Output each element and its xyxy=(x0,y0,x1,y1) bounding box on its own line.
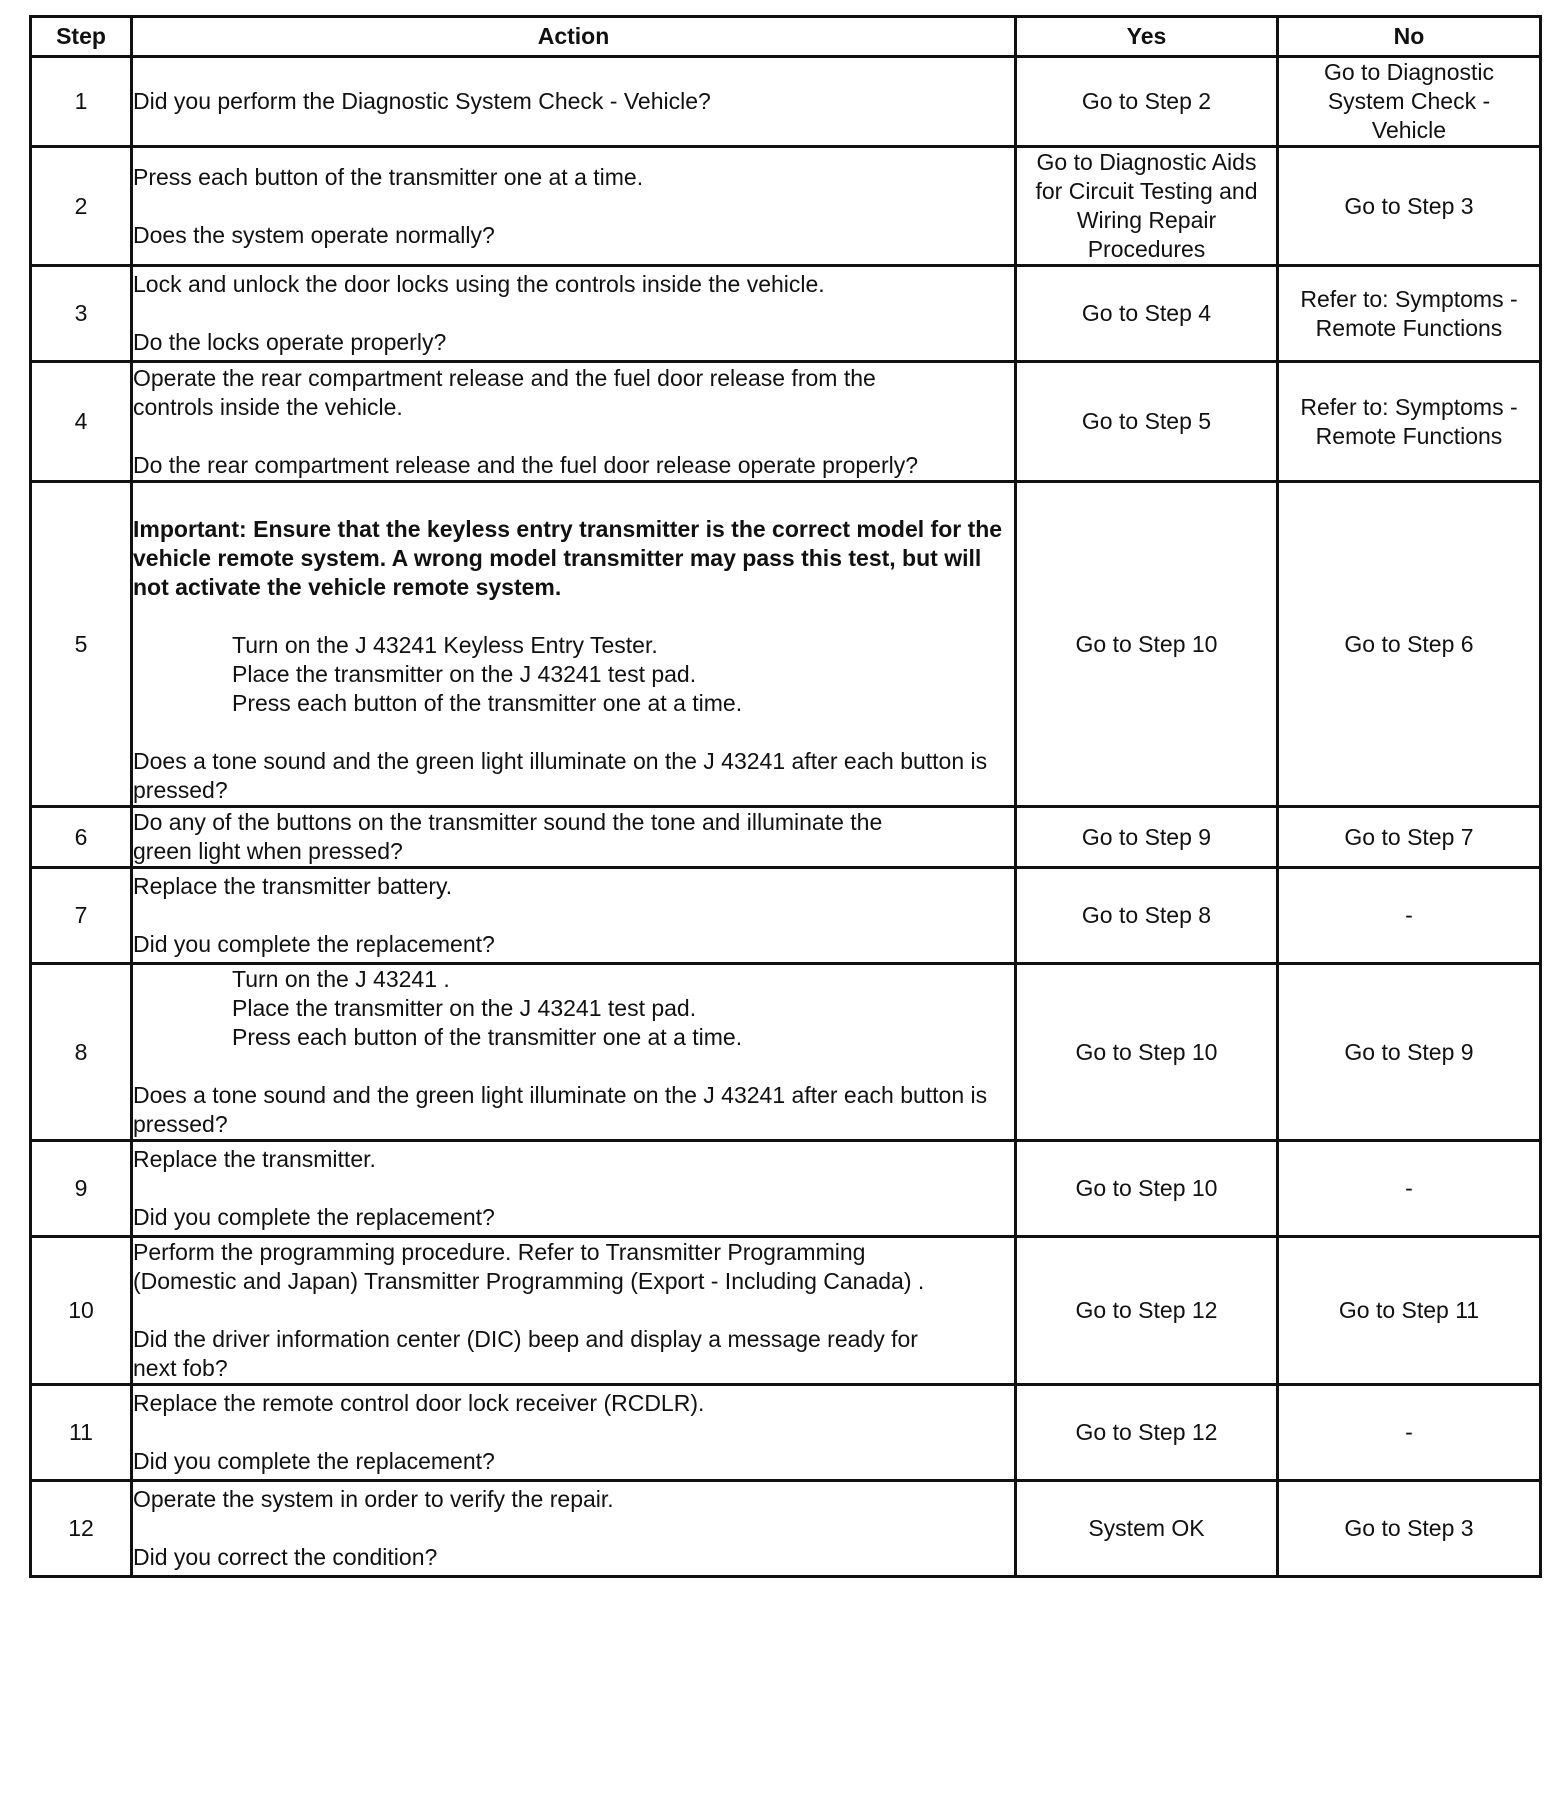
action-text: controls inside the vehicle. xyxy=(133,393,403,420)
procedure-step: Place the transmitter on the J 43241 test pad. xyxy=(232,995,697,1021)
no-cell: Go to Step 11 xyxy=(1278,1237,1541,1385)
action-cell xyxy=(132,266,1016,362)
table-row xyxy=(31,1237,1541,1385)
table-row xyxy=(31,1481,1541,1577)
yes-cell xyxy=(1016,147,1278,266)
no-text: Vehicle xyxy=(1371,117,1447,143)
no-cell xyxy=(1278,266,1541,362)
yes-cell: Go to Step 2 xyxy=(1016,57,1278,147)
procedure-step: Place the transmitter on the J 43241 test pad. xyxy=(232,661,697,687)
action-text: Replace the transmitter. xyxy=(133,1146,376,1172)
step-number: 5 xyxy=(31,482,132,807)
action-text: Operate the rear compartment release and the fuel door release from the xyxy=(133,364,876,391)
yes-text: for Circuit Testing and xyxy=(1035,178,1258,204)
yes-cell: Go to Step 5 xyxy=(1016,362,1278,482)
procedure-step: Press each button of the transmitter one at a time. xyxy=(232,1024,743,1050)
action-cell xyxy=(132,1385,1016,1481)
diagnostic-table xyxy=(29,15,1542,1578)
action-text: Replace the transmitter battery. xyxy=(133,873,453,899)
table-row xyxy=(31,964,1541,1141)
step-number: 11 xyxy=(31,1385,132,1481)
procedure-step: Press each button of the transmitter one at a time. xyxy=(232,690,743,716)
table-row xyxy=(31,362,1541,482)
step-number: 6 xyxy=(31,807,132,868)
no-text: Refer to: Symptoms - xyxy=(1300,285,1518,312)
no-cell: - xyxy=(1278,868,1541,964)
question-text: Did you complete the replacement? xyxy=(133,931,495,957)
yes-cell: Go to Step 10 xyxy=(1016,482,1278,807)
table-row xyxy=(31,1385,1541,1481)
yes-cell: Go to Step 8 xyxy=(1016,868,1278,964)
step-number: 12 xyxy=(31,1481,132,1577)
no-cell: Go to Step 3 xyxy=(1278,1481,1541,1577)
step-number: 2 xyxy=(31,147,132,266)
question-text: Did you complete the replacement? xyxy=(133,1448,495,1474)
question-text: Did you correct the condition? xyxy=(133,1544,438,1570)
no-text: Remote Functions xyxy=(1315,314,1503,341)
yes-cell: Go to Step 4 xyxy=(1016,266,1278,362)
table-row xyxy=(31,1141,1541,1237)
action-text: Lock and unlock the door locks using the controls inside the vehicle. xyxy=(133,271,825,297)
no-cell xyxy=(1278,57,1541,147)
action-text: Do any of the buttons on the transmitter sound the tone and illuminate the xyxy=(133,809,883,835)
table-row xyxy=(31,266,1541,362)
step-number: 9 xyxy=(31,1141,132,1237)
no-text: Go to Diagnostic xyxy=(1323,59,1495,85)
table-row xyxy=(31,57,1541,147)
action-text: Perform the programming procedure. Refer to Transmitter Programming xyxy=(133,1239,866,1265)
yes-cell: Go to Step 9 xyxy=(1016,807,1278,868)
question-text: Did the driver information center (DIC) beep and display a message ready for xyxy=(133,1326,918,1352)
action-cell xyxy=(132,964,1016,1141)
table-row xyxy=(31,868,1541,964)
no-cell: Go to Step 3 xyxy=(1278,147,1541,266)
question-text: Do the rear compartment release and the fuel door release operate properly? xyxy=(133,451,919,478)
action-cell xyxy=(132,1481,1016,1577)
procedure-step: Turn on the J 43241 . xyxy=(232,966,450,992)
step-number: 3 xyxy=(31,266,132,362)
no-text: Remote Functions xyxy=(1315,422,1503,449)
action-text: Did you perform the Diagnostic System Check - Vehicle? xyxy=(133,88,711,114)
step-number: 4 xyxy=(31,362,132,482)
yes-cell: Go to Step 10 xyxy=(1016,1141,1278,1237)
action-cell xyxy=(132,482,1016,807)
no-cell: Go to Step 9 xyxy=(1278,964,1541,1141)
action-cell xyxy=(132,868,1016,964)
action-cell xyxy=(132,807,1016,868)
question-text: Does the system operate normally? xyxy=(133,221,495,248)
action-text: Replace the remote control door lock receiver (RCDLR). xyxy=(133,1390,705,1416)
yes-cell: System OK xyxy=(1016,1481,1278,1577)
yes-cell: Go to Step 12 xyxy=(1016,1237,1278,1385)
header-yes: Yes xyxy=(1016,17,1278,57)
question-text: Did you complete the replacement? xyxy=(133,1204,495,1230)
header-no: No xyxy=(1278,17,1541,57)
action-cell xyxy=(132,147,1016,266)
header-action: Action xyxy=(132,17,1016,57)
action-text: green light when pressed? xyxy=(133,838,403,864)
table-row xyxy=(31,807,1541,868)
table-row xyxy=(31,147,1541,266)
no-cell: - xyxy=(1278,1141,1541,1237)
question-text: Does a tone sound and the green light illuminate on the J 43241 after each button is pressed? xyxy=(133,1082,988,1137)
step-number: 7 xyxy=(31,868,132,964)
no-cell: Go to Step 7 xyxy=(1278,807,1541,868)
yes-text: Go to Diagnostic Aids xyxy=(1036,149,1257,175)
no-cell: Go to Step 6 xyxy=(1278,482,1541,807)
action-text: Operate the system in order to verify the repair. xyxy=(133,1486,614,1512)
step-number: 10 xyxy=(31,1237,132,1385)
question-text: Does a tone sound and the green light illuminate on the J 43241 after each button is pressed? xyxy=(133,748,988,803)
important-note: Important: Ensure that the keyless entry transmitter is the correct model for the vehicle remote system. A wrong model transmitter may pass this test, but will not activate the vehicle remote system. xyxy=(133,516,1003,600)
no-text: Refer to: Symptoms - xyxy=(1300,393,1518,420)
action-cell xyxy=(132,362,1016,482)
action-cell xyxy=(132,57,1016,147)
action-cell xyxy=(132,1237,1016,1385)
yes-text: Wiring Repair xyxy=(1076,207,1217,233)
action-cell xyxy=(132,1141,1016,1237)
procedure-step: Turn on the J 43241 Keyless Entry Tester. xyxy=(232,632,658,658)
yes-cell: Go to Step 12 xyxy=(1016,1385,1278,1481)
question-text: Do the locks operate properly? xyxy=(133,329,447,355)
yes-text: Procedures xyxy=(1087,236,1206,262)
no-cell xyxy=(1278,362,1541,482)
header-row xyxy=(31,17,1541,57)
yes-cell: Go to Step 10 xyxy=(1016,964,1278,1141)
step-number: 8 xyxy=(31,964,132,1141)
no-text: System Check - xyxy=(1327,88,1491,114)
table-row xyxy=(31,482,1541,807)
no-cell: - xyxy=(1278,1385,1541,1481)
action-text: Press each button of the transmitter one at a time. xyxy=(133,163,644,190)
question-text: next fob? xyxy=(133,1355,228,1381)
step-number: 1 xyxy=(31,57,132,147)
action-text: (Domestic and Japan) Transmitter Programming (Export - Including Canada) . xyxy=(133,1268,925,1294)
header-step: Step xyxy=(31,17,132,57)
